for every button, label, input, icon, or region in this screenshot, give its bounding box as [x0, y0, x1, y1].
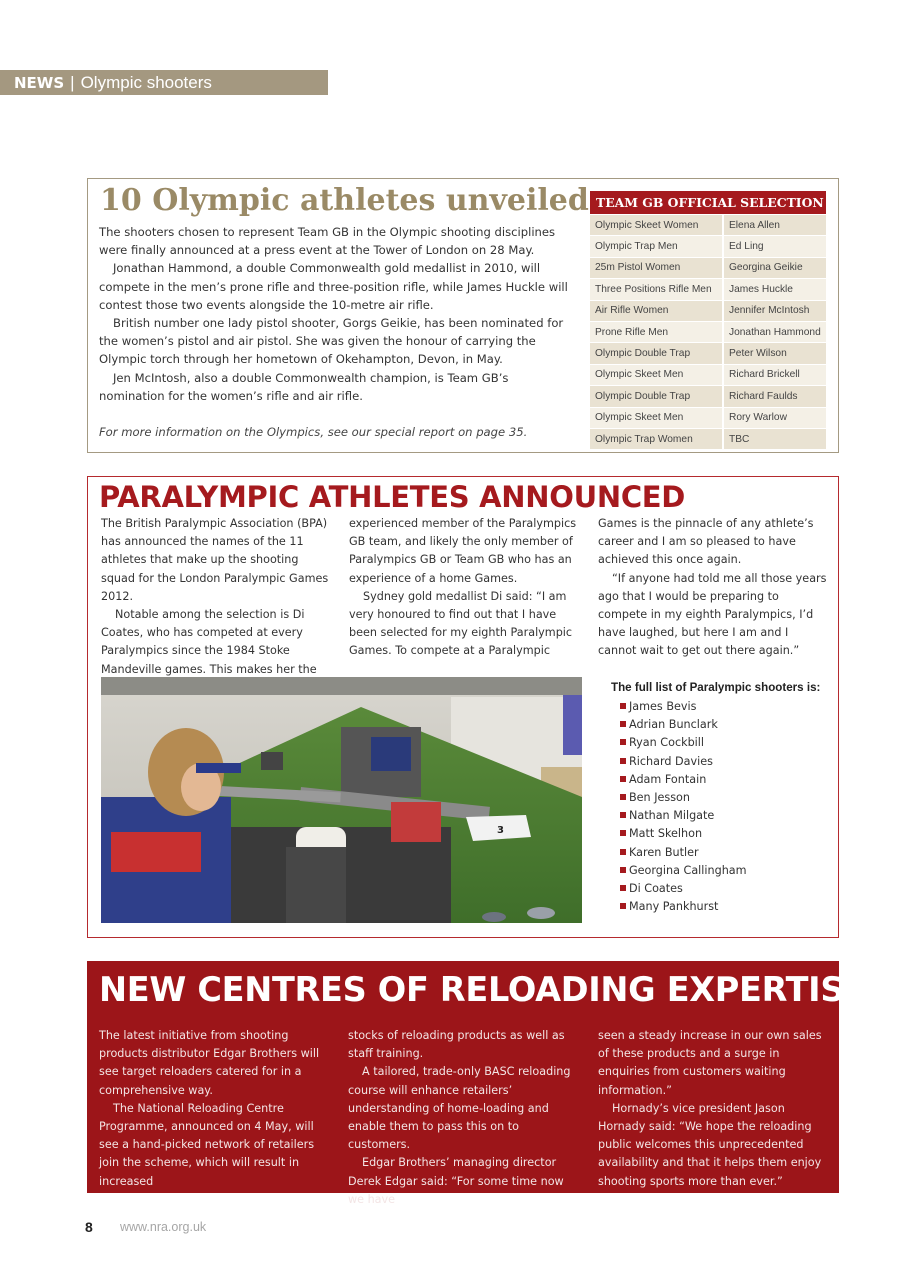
section-label: NEWS [14, 74, 65, 92]
team-gb-athlete: James Huckle [723, 279, 826, 300]
square-bullet-icon [620, 812, 626, 818]
list-item [620, 789, 747, 807]
team-gb-athlete: Richard Faulds [723, 386, 826, 407]
team-gb-row [590, 364, 826, 385]
reloading-column-3 [598, 1027, 830, 1191]
team-gb-row [590, 321, 826, 342]
olympic-paragraph: Jonathan Hammond, a double Commonwealth gold medallist in 2010, will compete in the men’s prone rifle and three-position rifle, while James Huckle will contest those two events alongside the 10-metre air rifle. [99, 261, 568, 312]
target-number-card: 3 [497, 825, 504, 836]
reloading-paragraph: The latest initiative from shooting products distributor Edgar Brothers will see target reloaders catered for in a comprehensive way. [99, 1029, 320, 1097]
reloading-paragraph: Edgar Brothers’ managing director Derek Edgar said: “For some time now we have [348, 1156, 564, 1206]
team-gb-table [590, 215, 826, 450]
reloading-paragraph: The National Reloading Centre Programme, announced on 4 May, will see a hand-picked network of retailers join the scheme, which will result in increased [99, 1101, 315, 1188]
reloading-paragraph: stocks of reloading products as well as staff training. [348, 1029, 565, 1061]
team-gb-athlete: Jonathan Hammond [723, 321, 826, 342]
square-bullet-icon [620, 758, 626, 764]
paralympic-paragraph: The British Paralympic Association (BPA) has announced the names of the 11 athletes that make up the shooting squad for the London Paralympic Games 2012. [101, 517, 329, 603]
team-gb-table-body [590, 215, 826, 450]
square-bullet-icon [620, 830, 626, 836]
team-gb-athlete: Jennifer McIntosh [723, 300, 826, 321]
team-gb-athlete: Richard Brickell [723, 364, 826, 385]
shooter-name: Matt Skelhon [629, 827, 703, 841]
olympic-paragraph: The shooters chosen to represent Team GB in the Olympic shooting disciplines were finally announced at a press event at the Tower of London on 28 May. [99, 225, 556, 258]
team-gb-athlete: Elena Allen [723, 215, 826, 236]
reloading-paragraph: seen a steady increase in our own sales of these products and a surge in enquiries from customers waiting information.” [598, 1029, 822, 1097]
shooter-name: Ryan Cockbill [629, 736, 704, 750]
team-gb-athlete: Rory Warlow [723, 407, 826, 428]
section-topic: Olympic shooters [80, 73, 212, 92]
team-gb-event: 25m Pistol Women [590, 257, 723, 278]
shooting-range-illustration [101, 677, 582, 923]
shooting-range-photo [101, 677, 582, 923]
page-number: 8 [85, 1219, 93, 1235]
team-gb-athlete: TBC [723, 428, 826, 449]
team-gb-row [590, 407, 826, 428]
shooter-name: Ben Jesson [629, 790, 690, 804]
team-gb-event: Prone Rifle Men [590, 321, 723, 342]
team-gb-row [590, 236, 826, 257]
reloading-article-title: NEW CENTRES OF RELOADING EXPERTISE [99, 970, 867, 1009]
shooter-name: Georgina Callingham [629, 863, 747, 877]
team-gb-event: Olympic Trap Women [590, 428, 723, 449]
team-gb-event: Olympic Double Trap [590, 343, 723, 364]
team-gb-row [590, 215, 826, 236]
list-item [620, 898, 747, 916]
square-bullet-icon [620, 867, 626, 873]
team-gb-athlete: Peter Wilson [723, 343, 826, 364]
olympic-more-info: For more information on the Olympics, see our special report on page 35. [99, 425, 528, 439]
list-item [620, 807, 747, 825]
reloading-paragraph: A tailored, trade-only BASC reloading course will enhance retailers’ understanding of home-loading and enable them to pass this on to customers. [348, 1065, 571, 1152]
team-gb-event: Air Rifle Women [590, 300, 723, 321]
team-gb-event: Olympic Double Trap [590, 386, 723, 407]
reloading-paragraph: Hornady’s vice president Jason Hornady said: “We hope the reloading public welcomes this unprecedented availability and that it helps them enjoy shooting sports more than ever.” [598, 1101, 822, 1188]
square-bullet-icon [620, 739, 626, 745]
paralympic-paragraph: Games is the pinnacle of any athlete’s career and I am so pleased to have achieved this once again. [598, 517, 814, 567]
olympic-article-title: 10 Olympic athletes unveiled [100, 183, 589, 218]
shooter-name: Adrian Bunclark [629, 718, 718, 732]
paralympic-column-1 [101, 515, 333, 697]
shooter-name: Adam Fontain [629, 772, 707, 786]
team-gb-athlete: Ed Ling [723, 236, 826, 257]
team-gb-event: Olympic Skeet Men [590, 407, 723, 428]
paralympic-column-3 [598, 515, 830, 661]
list-item [620, 844, 747, 862]
reloading-column-1 [99, 1027, 331, 1191]
shooter-name: Di Coates [629, 881, 683, 895]
team-gb-heading: TEAM GB OFFICIAL SELECTION [590, 191, 826, 214]
paralympic-paragraph: Sydney gold medallist Di said: “I am very honoured to find out that I have been selected for my eighth Paralympic Games. To compete at a Paralympic [349, 589, 573, 658]
team-gb-event: Three Positions Rifle Men [590, 279, 723, 300]
paralympic-article-title: PARALYMPIC ATHLETES ANNOUNCED [99, 480, 686, 514]
olympic-paragraph: British number one lady pistol shooter, Gorgs Geikie, has been nominated for the women’s pistol and air pistol. She was given the honour of carrying the Olympic torch through her hometown of Okehampton, Devon, in May. [99, 316, 564, 367]
paralympic-paragraph: Notable among the selection is Di Coates, who has competed at every Paralympics since the 1984 Stoke Mandeville games. This makes her the [101, 608, 317, 676]
team-gb-event: Olympic Skeet Women [590, 215, 723, 236]
team-gb-row [590, 257, 826, 278]
team-gb-athlete: Georgina Geikie [723, 257, 826, 278]
list-item [620, 880, 747, 898]
section-header [0, 70, 328, 95]
olympic-paragraph: Jen McIntosh, also a double Commonwealth champion, is Team GB’s nomination for the women’s rifle and air rifle. [99, 370, 509, 403]
square-bullet-icon [620, 776, 626, 782]
shooter-name: Many Pankhurst [629, 900, 719, 914]
list-item [620, 862, 747, 880]
reloading-column-2 [348, 1027, 580, 1209]
team-gb-row [590, 386, 826, 407]
square-bullet-icon [620, 703, 626, 709]
list-item [620, 771, 747, 789]
square-bullet-icon [620, 849, 626, 855]
team-gb-event: Olympic Skeet Men [590, 364, 723, 385]
list-item [620, 716, 747, 734]
square-bullet-icon [620, 903, 626, 909]
paralympic-paragraph: experienced member of the Paralympics GB team, and likely the only member of Paralympics GB or Team GB who has an experience of a home Games. [349, 517, 577, 585]
list-item [620, 698, 747, 716]
shooter-name: Karen Butler [629, 845, 699, 859]
paralympic-column-2 [349, 515, 581, 661]
list-item [620, 734, 747, 752]
team-gb-row [590, 279, 826, 300]
shooter-list-heading: The full list of Paralympic shooters is: [611, 681, 821, 694]
footer-url-link[interactable]: www.nra.org.uk [120, 1220, 207, 1234]
list-item [620, 825, 747, 843]
section-separator: | [70, 73, 75, 92]
team-gb-row [590, 343, 826, 364]
square-bullet-icon [620, 721, 626, 727]
team-gb-event: Olympic Trap Men [590, 236, 723, 257]
list-item [620, 753, 747, 771]
paralympic-shooter-list [620, 698, 747, 916]
shooter-name: Nathan Milgate [629, 809, 715, 823]
olympic-article-body [99, 223, 569, 405]
paralympic-paragraph: “If anyone had told me all those years ago that I would be preparing to compete in my eighth Paralympics, I’d have laughed, but here I am and I cannot wait to get out there again.” [598, 571, 827, 658]
shooter-name: Richard Davies [629, 754, 713, 768]
team-gb-row [590, 300, 826, 321]
shooter-name: James Bevis [629, 700, 697, 713]
square-bullet-icon [620, 885, 626, 891]
square-bullet-icon [620, 794, 626, 800]
team-gb-row [590, 428, 826, 449]
